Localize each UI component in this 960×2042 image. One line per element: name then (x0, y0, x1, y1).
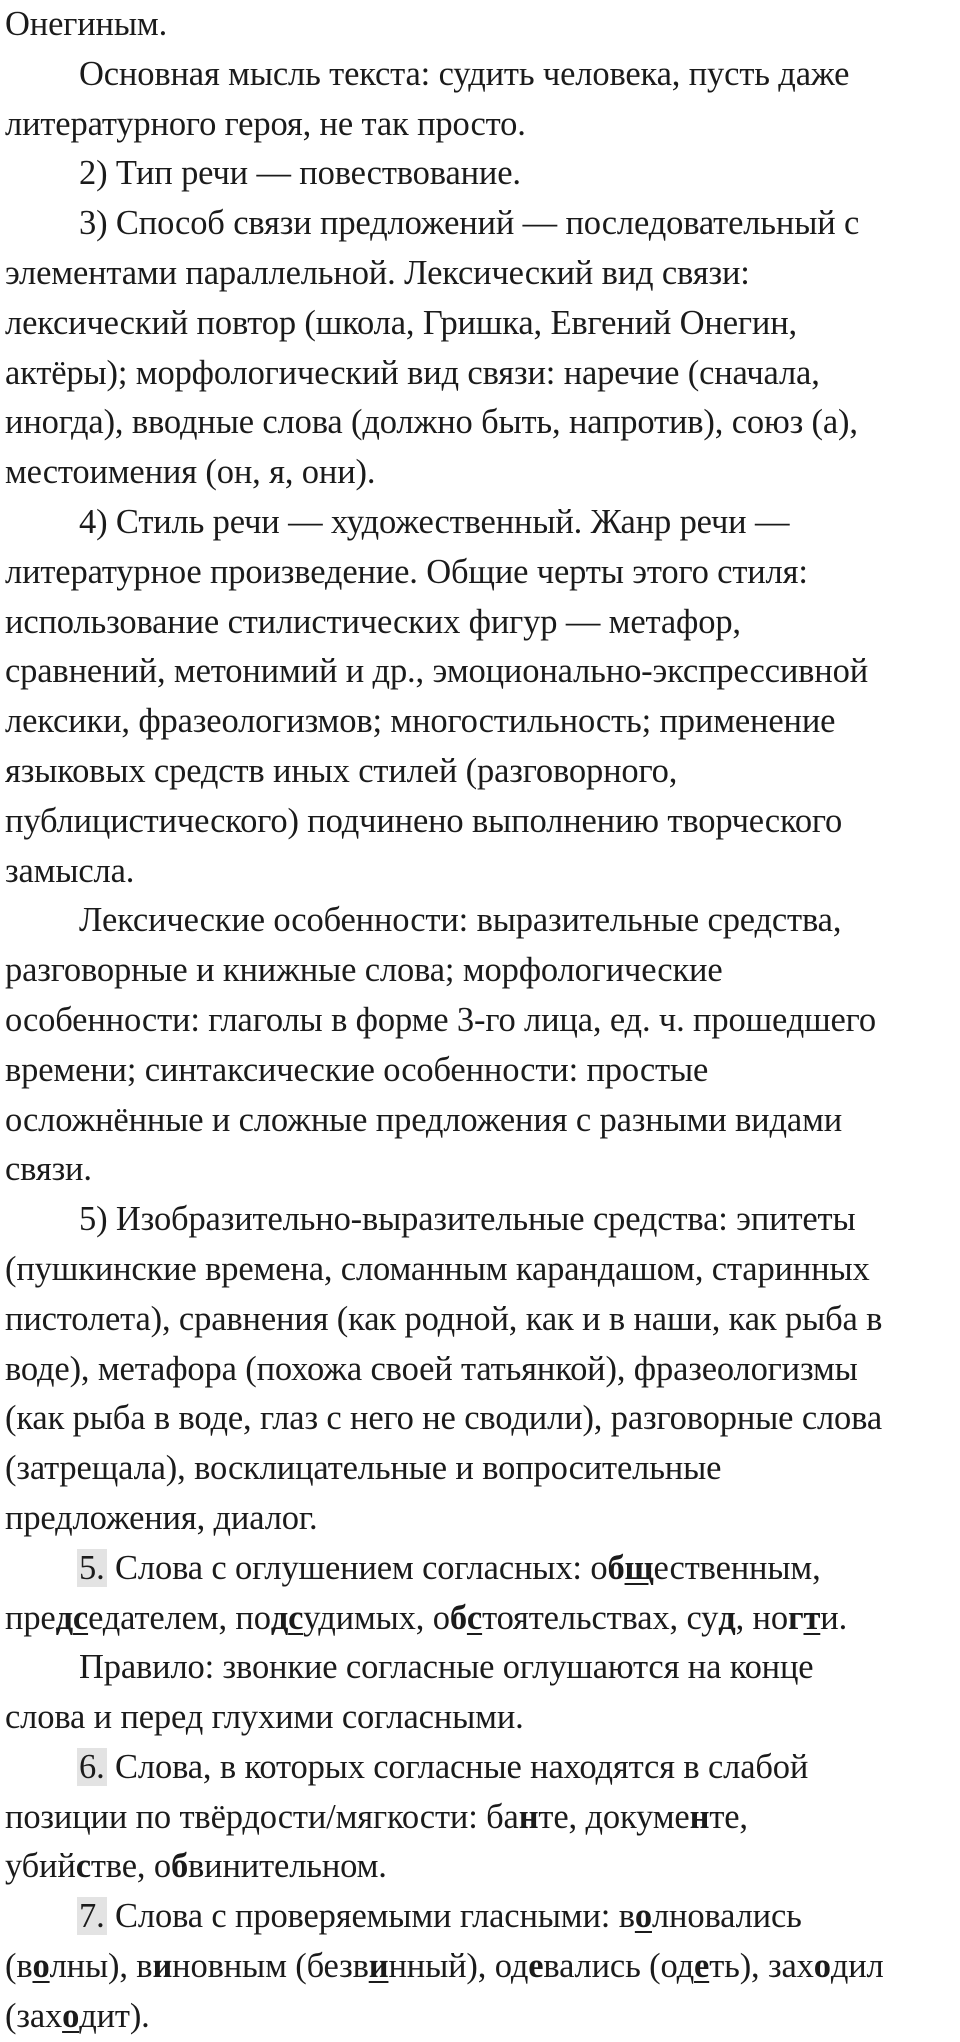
task-7-line: 7. Слова с проверяемыми гласными: волновались (79, 1897, 802, 1936)
text-line: пистолета), сравнения (как родной, как и в наши, как рыба в (5, 1299, 883, 1338)
text-line: иногда), вводные слова (должно быть, напротив), союз (а), (5, 403, 858, 442)
task-5-line: председателем, подсудимых, обстоятельствах, суд, ногти. (5, 1598, 848, 1637)
text-line: 2) Тип речи — повествование. (79, 154, 521, 193)
task-number: 5. (79, 1548, 105, 1587)
task-7-line: (волны), виновным (безвинный), одевались (одеть), заходил (5, 1947, 884, 1986)
rule-line: слова и перед глухими согласными. (5, 1698, 524, 1737)
text-line: замысла. (5, 851, 135, 890)
text-line: местоимения (он, я, они). (5, 453, 376, 492)
text-line: сравнений, метонимий и др., эмоционально-экспрессивной (5, 652, 869, 691)
text-line: времени; синтаксические особенности: простые (5, 1050, 709, 1089)
text-line: 5) Изобразительно-выразительные средства: эпитеты (79, 1200, 856, 1239)
text-line: использование стилистических фигур — метафор, (5, 602, 741, 641)
text-line: Онегиным. (5, 5, 168, 43)
task-number: 6. (79, 1747, 105, 1786)
rule-line: Правило: звонкие согласные оглушаются на конце (79, 1648, 814, 1687)
text-line: (пушкинские времена, сломанным карандашом, старинных (5, 1249, 870, 1288)
text-line: 4) Стиль речи — художественный. Жанр речи — (79, 502, 790, 541)
text-line: лексики, фразеологизмов; многостильность; применение (5, 702, 836, 741)
text-line: литературное произведение. Общие черты этого стиля: (5, 552, 808, 591)
text-line: элементами параллельной. Лексический вид связи: (5, 253, 750, 292)
text-line: разговорные и книжные слова; морфологические (5, 951, 723, 990)
document-page (5, 0, 955, 2042)
text-line: литературного героя, не так просто. (5, 104, 526, 143)
text-line: публицистического) подчинено выполнению творческого (5, 801, 843, 840)
text-line: актёры); морфологический вид связи: наречие (сначала, (5, 353, 820, 392)
text-line: осложнённые и сложные предложения с разными видами (5, 1100, 843, 1139)
text-line: языковых средств иных стилей (разговорного, (5, 751, 678, 790)
task-5-line: 5. Слова с оглушением согласных: общественным, (79, 1548, 821, 1587)
task-6-line: позиции по твёрдости/мягкости: банте, документе, (5, 1797, 748, 1836)
task-6-line: 6. Слова, в которых согласные находятся в слабой (79, 1747, 809, 1786)
task-number: 7. (79, 1897, 105, 1936)
text-line: (затрещала), восклицательные и вопросительные (5, 1449, 722, 1488)
text-line: Лексические особенности: выразительные средства, (79, 901, 842, 940)
task-7-line: (заходит). (5, 1996, 150, 2035)
text-line: Основная мысль текста: судить человека, пусть даже (79, 54, 850, 93)
text-line: (как рыба в воде, глаз с него не сводили), разговорные слова (5, 1399, 883, 1438)
text-line: связи. (5, 1150, 92, 1189)
text-line: предложения, диалог. (5, 1498, 318, 1537)
text-line: воде), метафора (похожа своей татьянкой), фразеологизмы (5, 1349, 858, 1388)
text-line: 3) Способ связи предложений — последовательный с (79, 204, 860, 243)
text-line: лексический повтор (школа, Гришка, Евгений Онегин, (5, 303, 798, 342)
text-line: особенности: глаголы в форме 3-го лица, ед. ч. прошедшего (5, 1000, 876, 1039)
task-6-line: убийстве, обвинительном. (5, 1847, 387, 1886)
